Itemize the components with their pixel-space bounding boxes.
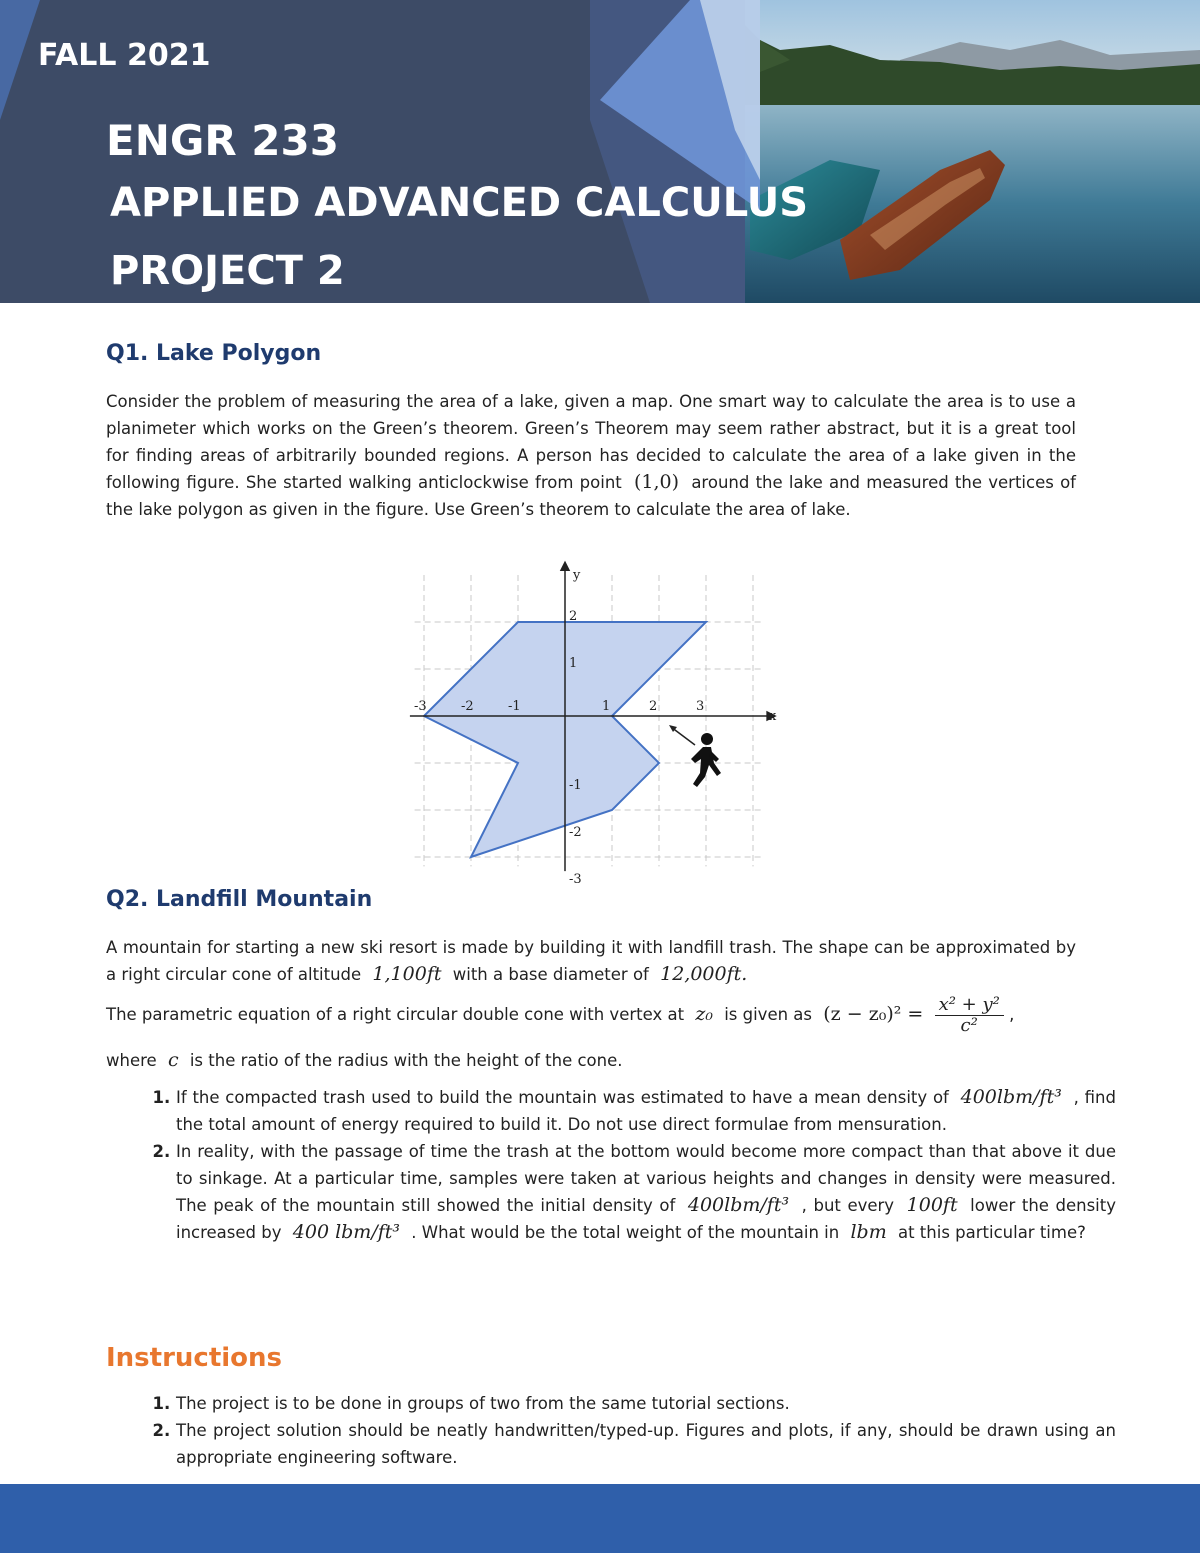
q2-item1-text-b: , find the total amount of energy required to build it. Do not use direct formulae from mensuration. [176, 1088, 1116, 1134]
q2-where-var: c [167, 1049, 179, 1071]
q2-equation-numerator: x² + y² [935, 995, 1004, 1016]
q2-item2-density: 400lbm/ft³ [687, 1194, 790, 1216]
q1-paragraph [106, 388, 1076, 523]
instructions-heading: Instructions [106, 1343, 283, 1373]
course-title: APPLIED ADVANCED CALCULUS [110, 180, 809, 226]
instructions-list [138, 1390, 1116, 1471]
footer-bar [0, 1484, 1200, 1553]
y-tick-label: -1 [569, 778, 582, 793]
q2-question-list [138, 1084, 1116, 1246]
q2-item2-unit: lbm [850, 1221, 887, 1243]
y-tick-label: -2 [569, 825, 582, 840]
q2-equation-fraction [935, 995, 1004, 1036]
q2-item2-text-e: at this particular time? [897, 1223, 1086, 1242]
project-title: PROJECT 2 [110, 248, 345, 294]
y-tick-label: 2 [569, 609, 578, 624]
figure-axes [410, 562, 775, 871]
q2-intro-d: is given as [724, 1005, 813, 1024]
q2-item-1 [176, 1084, 1116, 1138]
q2-equation-end: , [1009, 1005, 1015, 1024]
q2-equation-lhs: (z − z₀)² = [823, 1003, 924, 1025]
q1-start-point: (1,0) [634, 471, 680, 493]
y-axis-label: y [573, 568, 581, 583]
q1-heading: Q1. Lake Polygon [106, 341, 322, 366]
q1-text-part2: around the lake and measured the vertices of the lake polygon as given in the figure. Use Green’s theorem to calculate the area of lake. [106, 473, 1076, 519]
q2-equation-line [106, 995, 1076, 1036]
walking-person-icon [669, 725, 721, 787]
x-tick-label: 3 [696, 699, 705, 714]
q2-item2-text-d: . What would be the total weight of the mountain in [411, 1223, 840, 1242]
x-tick-label: 2 [649, 699, 658, 714]
header-banner [0, 0, 1200, 303]
lake-photo [740, 0, 1200, 303]
q2-item-2 [176, 1138, 1116, 1246]
lake-polygon-figure [405, 563, 785, 887]
q2-vertex: z₀ [695, 1003, 713, 1025]
semester-label: FALL 2021 [38, 38, 211, 73]
q2-item2-text-a: In reality, with the passage of time the trash at the bottom would become more compact than that above it due to sinkage. At a particular time, samples were taken at various heights and changes in density were measured. The peak of the mountain still showed the initial density of [176, 1142, 1116, 1215]
course-code: ENGR 233 [106, 116, 339, 165]
q2-intro-b: with a base diameter of [452, 965, 649, 984]
q2-intro [106, 934, 1076, 988]
q2-where-a: where [106, 1051, 157, 1070]
y-axis-arrow [561, 562, 569, 570]
x-tick-label: -1 [508, 699, 521, 714]
q2-where-line [106, 1047, 1076, 1074]
q2-item2-text-b: , but every [801, 1196, 895, 1215]
y-tick-label: 1 [569, 656, 578, 671]
x-tick-label: -2 [461, 699, 474, 714]
q2-intro-c: The parametric equation of a right circular double cone with vertex at [106, 1005, 685, 1024]
q2-item2-text-c: lower the density increased by [176, 1196, 1116, 1242]
q2-altitude: 1,100ft [372, 963, 442, 985]
q2-item1-text-a: If the compacted trash used to build the mountain was estimated to have a mean density of [176, 1088, 949, 1107]
q1-text-part1: Consider the problem of measuring the area of a lake, given a map. One smart way to calculate the area is to use a planimeter which works on the Green’s theorem. Green’s Theorem may seem rather abstract, but it is a great tool for finding areas of arbitrarily bounded regions. A person has decided to calculate the area of a lake given in the following figure. She started walking anticlockwise from point [106, 392, 1076, 492]
x-axis-label: x [769, 709, 777, 724]
q2-heading: Q2. Landfill Mountain [106, 887, 373, 912]
instruction-item: 2. The project solution should be neatly handwritten/typed-up. Figures and plots, if any, should be drawn using an appropriate engineering software. [176, 1417, 1116, 1471]
q2-item1-density: 400lbm/ft³ [960, 1086, 1062, 1108]
q2-where-b: is the ratio of the radius with the height of the cone. [189, 1051, 623, 1070]
instruction-item: 1. The project is to be done in groups of two from the same tutorial sections. [176, 1390, 1116, 1417]
q2-diameter: 12,000ft. [660, 963, 748, 985]
q2-item2-increase: 400 lbm/ft³ [292, 1221, 401, 1243]
q2-intro-a: A mountain for starting a new ski resort is made by building it with landfill trash. The shape can be approximated by a right circular cone of altitude [106, 938, 1076, 984]
q2-item2-step: 100ft [906, 1194, 958, 1216]
y-tick-label: -3 [569, 872, 582, 887]
x-tick-label: -3 [414, 699, 427, 714]
x-tick-label: 1 [602, 699, 611, 714]
q2-equation-denominator: c² [960, 1015, 978, 1036]
